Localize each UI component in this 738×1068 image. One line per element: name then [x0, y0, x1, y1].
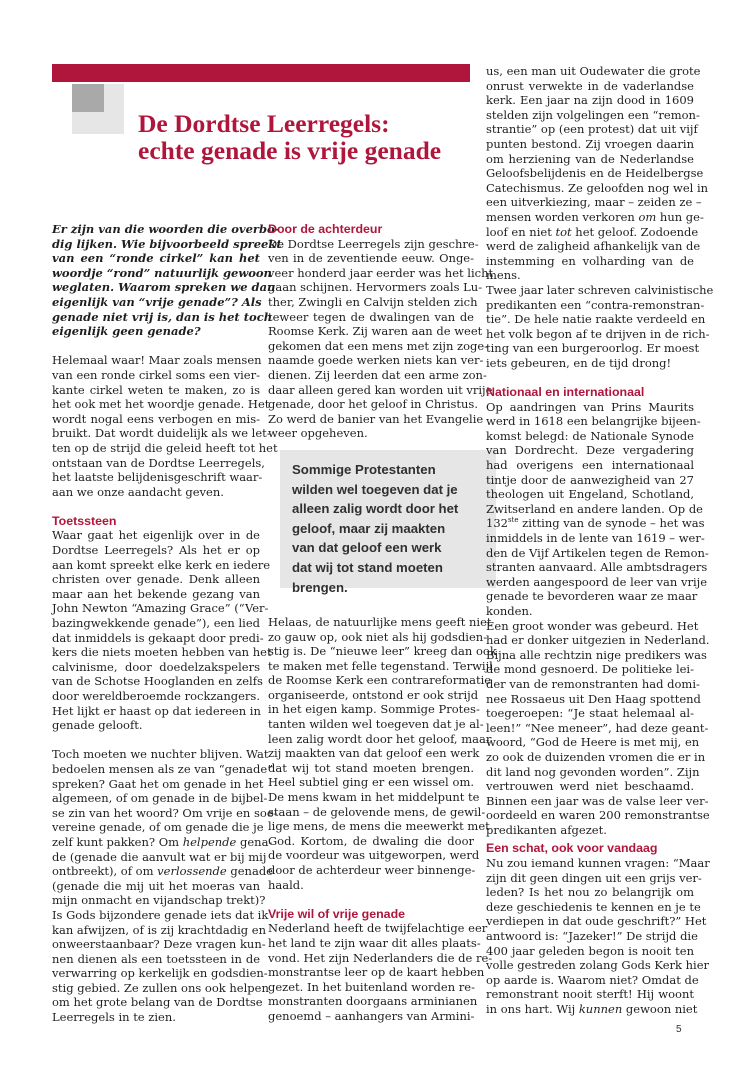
text-line: dat wij tot stand moeten brengen.: [268, 760, 474, 775]
text-line: de mond gesnoerd. De politieke lei-: [486, 662, 694, 677]
text-line: om herziening van de Nederlandse: [486, 151, 694, 166]
text-line: ther, Zwingli en Calvijn stelden zich: [268, 294, 478, 309]
text-line: kerk. Een jaar na zijn dood in 1609: [486, 93, 694, 108]
text-line: onrust verwekte in de vaderlandse: [486, 78, 694, 93]
text-line: Roomse Kerk. Zij waren aan de weet: [268, 324, 483, 339]
text-line: zo ook de duizenden vromen die er in: [486, 749, 706, 764]
text-line: bruikt. Dat wordt duidelijk als we let-: [52, 426, 271, 441]
text-line: Is Gods bijzondere genade iets dat ik: [52, 907, 269, 922]
paragraph: Op aandringen van Prins Maurits werd in 1618 een belangrijke bijeen- komst belegd: de Nationale Synode van Dordrecht. Deze vergadering had overigens een internationaal tintje door de aanwezigheid van 27 theologen uit Engeland, Schotland, Zwitserland en andere landen. Op de 132ste zitting van de synode – het was inmiddels in de lente van 1619 – wer- den de Vijf Artikelen tegen de Remon- stranten aanvaard. Alle ambtsdragers werden aangespoord de leer van vrije genade te bevorderen waar ze maar konden.: [486, 399, 709, 618]
text-line: theologen uit Engeland, Schotland,: [486, 487, 694, 502]
text-line: genade gelooft.: [52, 718, 143, 733]
text-line: teweer tegen de dwalingen van de: [268, 309, 474, 324]
text-line: leen!” “Nee meneer”, had deze geant-: [486, 720, 709, 735]
text-line: stig is. De “nieuwe leer” kreeg dan ook: [268, 644, 497, 659]
text-line: stig gebied. Ze zullen ons ook helpen: [52, 980, 269, 995]
text-line: bazingwekkende genade”), een lied: [52, 616, 260, 631]
text-line: lige mens, de mens die meewerkt met: [268, 819, 490, 834]
text-line: organiseerde, ontstond er ook strijd: [268, 687, 479, 702]
text-line: tanten wilden wel toegeven dat je al-: [268, 717, 484, 732]
text-line: Geloofsbelijdenis en de Heidelbergse: [486, 166, 704, 181]
text-line: tie”. De hele natie raakte verdeeld en: [486, 312, 706, 327]
text-line: onweerstaanbaar? Deze vragen kun-: [52, 937, 266, 952]
text-line: Een groot wonder was gebeurd. Het: [486, 618, 699, 633]
text-line: Het lijkt er haast op dat iedereen in: [52, 703, 261, 718]
text-line: deze geschiedenis te kennen en je te: [486, 899, 701, 914]
text-line: stranten aanvaard. Alle ambtsdragers: [486, 560, 708, 575]
text-line: vond. Het zijn Nederlanders die de re-: [268, 950, 493, 965]
text-line: Heel subtiel ging er een wissel om.: [268, 775, 474, 790]
text-line: dat inmiddels is gekaapt door predi-: [52, 630, 264, 645]
paragraph: us, een man uit Oudewater die grote onrust verwekte in de vaderlandse kerk. Een jaar na zijn dood in 1609 stelden zijn volgelingen een “remon- strantie” op (een protest) dat uit vijf punten bestond. Zij vroegen daarin om herziening van de Nederlandse Geloofsbelijdenis en de Heidelbergse Catechismus. Ze geloofden nog wel in een uitverkiezing, maar – zeiden ze – mensen worden verkoren om hun ge- loof en niet tot het geloof. Zodoende werd de zaligheid afhankelijk van de instemming en volharding van de mens.: [486, 64, 709, 283]
text-line: werd in 1618 een belangrijke bijeen-: [486, 414, 701, 429]
text-line: alleen zalig wordt door het: [292, 501, 459, 517]
text-line: verwarring op kerkelijk en godsdien-: [52, 966, 268, 981]
decorative-grey-square: [72, 84, 104, 112]
text-line: antwoord is: “Jazeker!” De strijd die: [486, 929, 698, 944]
text-line: woord, “God de Heere is met mij, en: [486, 735, 700, 750]
text-line: monstranten doorgaans arminianen: [268, 994, 478, 1009]
decorative-light-grey-bar: [104, 84, 124, 134]
text-line: God. Kortom, de dwaling die door: [268, 833, 474, 848]
text-line: se zin van het woord? Om vrije en soe-: [52, 805, 278, 820]
text-line: ontstaan van de Dordtse Leerregels,: [52, 455, 265, 470]
text-line: maar aan het bekende gezang van: [52, 586, 260, 601]
section-heading-toetssteen: Toetssteen: [52, 513, 117, 528]
text-line: veer honderd jaar eerder was het licht: [268, 265, 494, 280]
text-line: van een “ronde cirkel” kan het: [52, 251, 260, 266]
text-line: Helaas, de natuurlijke mens geeft niet: [268, 614, 492, 629]
decorative-light-grey-block: [72, 112, 104, 134]
text-line: van Dordrecht. Deze vergadering: [486, 443, 694, 458]
text-line: vereine genade, of om genade die je: [52, 820, 264, 835]
text-line: genade, door het geloof in Christus.: [268, 397, 478, 412]
text-line: zo gauw op, ook niet als hij godsdien-: [268, 629, 488, 644]
paragraph: [268, 236, 494, 441]
text-line: dienen. Zij leerden dat een arme zon-: [268, 367, 487, 382]
text-line: genoemd – aanhangers van Armini-: [268, 1008, 475, 1023]
paragraph: [52, 528, 272, 733]
text-line: Dordtse Leerregels? Als het er op: [52, 543, 260, 558]
text-line: kan afwijzen, of is zij krachtdadig en: [52, 922, 266, 937]
text-line: Nederland heeft de twijfelachtige eer: [268, 921, 488, 936]
text-line: van dat geloof een werk: [292, 540, 442, 556]
text-line: van de Schotse Hooglanden en zelfs: [52, 674, 263, 689]
text-line: De Dordtse Leerregels zijn geschre-: [268, 236, 479, 251]
text-line: leen zalig wordt door het geloof, maar: [268, 731, 492, 746]
text-line: der van de remonstranten had domi-: [486, 676, 700, 691]
text-line: komst belegd: de Nationale Synode: [486, 428, 694, 443]
section-heading-schat: Een schat, ook voor vandaag: [486, 841, 658, 856]
text-line: inmiddels in de lente van 1619 – wer-: [486, 531, 705, 545]
text-line: verdiepen in dat oude geschrift?” Het: [486, 914, 707, 929]
header-red-bar: [52, 64, 470, 82]
paragraph: [268, 921, 493, 1023]
text-line: om het grote belang van de Dordtse: [52, 995, 263, 1010]
text-line: genade niet vrij is, dan is het toch: [52, 309, 273, 324]
text-line: werd de zaligheid afhankelijk van de: [486, 239, 701, 254]
article-title: De Dordtse Leerregels: echte genade is vrije genade: [138, 109, 442, 165]
paragraph: Nu zou iemand kunnen vragen: “Maar zijn dit geen dingen uit een grijs ver- leden? Is het nou zo belangrijk om deze geschiedenis te kennen en je te verdiepen in dat oude geschrift?” Het antwoord is: “Jazeker!” De strijd die 400 jaar geleden begon is nooit ten volle gestreden zolang Gods Kerk hier op aarde is. Waarom niet? Omdat de remonstrant nooit sterft! Hij woont in ons hart. Wij kunnen gewoon niet: [486, 856, 710, 1016]
text-line: tintje door de aanwezigheid van 27: [486, 472, 694, 487]
text-line: aan komt spreekt elke kerk en iedere: [52, 557, 271, 572]
paragraph: Toch moeten we nuchter blijven. Wat bedoelen mensen als ze van “genade” spreken? Gaat het om genade in het algemeen, of om genade in de bijbel- se zin van het woord? Om vrije en soe- vereine genade, of om genade die je zelf kunt pakken? Om helpende gena- de (genade die aanvult wat er bij mij ontbreekt), of om verlossende genade (genade die mij uit het moeras van mijn onmacht en vijandschap trekt)? Is Gods bijzondere genade iets dat ik kan afwijzen, of is zij krachtdadig en onweerstaanbaar? Deze vragen kun- nen dienen als een toetssteen in de verwarring op kerkelijk en godsdien- stig gebied. Ze zullen ons ook helpen om het grote belang van de Dordtse Leerregels in te zien.: [52, 747, 278, 1025]
text-line: kante cirkel weten te maken, zo is: [52, 382, 260, 397]
text-line: gekomen dat een mens met zijn zoge-: [268, 338, 489, 353]
page-number: 5: [676, 1024, 682, 1035]
text-line: eigenlijk van “vrije genade”? Als: [52, 294, 262, 309]
text-line: Toch moeten we nuchter blijven. Wat: [52, 747, 269, 762]
text-line: oordeeld en waren 200 remonstrantse: [486, 808, 710, 823]
text-line: ting van een burgeroorlog. Er moest: [486, 341, 700, 356]
text-line: volle gestreden zolang Gods Kerk hier: [486, 958, 710, 973]
text-line: toegeroepen: “Je staat helemaal al-: [486, 706, 694, 721]
text-line: haald.: [268, 877, 304, 892]
text-line: Twee jaar later schreven calvinistische: [486, 282, 714, 297]
text-line: te maken met felle tegenstand. Terwijl: [268, 658, 493, 673]
column-3: [486, 64, 714, 1017]
text-line: dig lijken. Wie bijvoorbeeld spreekt: [52, 236, 282, 251]
text-line: nen dienen als een toetssteen in de: [52, 951, 260, 966]
text-line: een uitverkiezing, maar – zeiden ze –: [486, 195, 702, 210]
text-line: gezet. In het buitenland worden re-: [268, 979, 475, 994]
column-1: [52, 222, 282, 1025]
text-line: eigenlijk geen genade?: [52, 324, 201, 339]
text-line: Binnen een jaar was de valse leer ver-: [486, 793, 709, 808]
text-line: algemeen, of om genade in de bijbel-: [52, 791, 268, 806]
text-line: het ook met het woordje genade. Het: [52, 397, 270, 412]
pull-quote: [280, 450, 496, 595]
text-line: konden.: [486, 603, 533, 618]
text-line: woordje “rond” natuurlijk gewoon: [52, 265, 272, 280]
text-line: door de achterdeur weer binnenge-: [268, 863, 476, 877]
text-line: Er zijn van die woorden die overbo-: [52, 222, 280, 236]
text-line: nee Rossaeus uit Den Haag spottend: [486, 691, 701, 706]
section-heading-achterdeur: Door de achterdeur: [268, 222, 383, 236]
text-line: dat wij tot stand moeten: [292, 559, 443, 575]
paragraph: [486, 618, 710, 838]
text-line: 400 jaar geleden begon is nooit ten: [486, 943, 694, 958]
section-heading-nationaal: Nationaal en internationaal: [486, 385, 645, 400]
text-line: leden? Is het nou zo belangrijk om: [486, 885, 694, 900]
text-line: de (genade die aanvult wat er bij mij: [52, 849, 267, 864]
text-line: op aarde is. Waarom niet? Omdat de: [486, 972, 699, 987]
text-line: door wereldberoemde rockzangers.: [52, 689, 260, 703]
text-line: spreken? Gaat het om genade in het: [52, 776, 264, 791]
text-line: Op aandringen van Prins Maurits: [486, 399, 694, 414]
text-line: wilden wel toegeven dat je: [292, 481, 458, 497]
text-line: in het eigen kamp. Sommige Protes-: [268, 702, 480, 717]
text-line: Leerregels in te zien.: [52, 1010, 176, 1025]
text-line: wordt nogal eens verbogen en mis-: [52, 411, 260, 426]
text-line: Helemaal waar! Maar zoals mensen: [52, 353, 262, 368]
text-line: Catechismus. Ze geloofden nog wel in: [486, 180, 709, 195]
text-line: gaan schijnen. Hervormers zoals Lu-: [268, 280, 483, 295]
text-line: punten bestond. Zij vroegen daarin: [486, 136, 694, 151]
text-line: Waar gaat het eigenlijk over in de: [52, 528, 260, 543]
text-line: (genade die mij uit het moeras van: [52, 878, 260, 893]
text-line: iets gebeuren, en de tijd drong!: [486, 355, 672, 370]
intro-paragraph: [52, 222, 282, 339]
text-line: daar alleen gered kan worden uit vrije: [268, 382, 493, 397]
text-line: het land te zijn waar dit alles plaats-: [268, 935, 481, 950]
text-line: de Roomse Kerk een contrareformatie: [268, 673, 492, 688]
text-line: het laatste belijdenisgeschrift waar-: [52, 470, 263, 485]
text-line: Nu zou iemand kunnen vragen: “Maar: [486, 856, 710, 871]
text-line: van een ronde cirkel soms een vier-: [52, 367, 260, 382]
text-line: Sommige Protestanten: [292, 462, 436, 477]
text-line: het volk begon af te drijven in de rich-: [486, 326, 710, 341]
paragraph: [52, 353, 278, 499]
text-line: strantie” op (een protest) dat uit vijf: [486, 122, 698, 137]
text-line: stelden zijn volgelingen een “remon-: [486, 107, 700, 122]
text-line: mens.: [486, 268, 521, 283]
text-line: monstrantse leer op de kaart hebben: [268, 965, 485, 980]
text-line: aan we onze aandacht geven.: [52, 484, 224, 499]
text-line: De mens kwam in het middelpunt te: [268, 790, 480, 805]
text-line: Zo werd de banier van het Evangelie: [268, 411, 484, 426]
text-line: weglaten. Waarom spreken we dan: [52, 280, 276, 295]
column-2: [268, 222, 497, 1024]
text-line: brengen.: [292, 579, 348, 595]
text-line: staan – de gelovende mens, de gewil-: [268, 804, 486, 819]
text-line: had overigens een internationaal: [486, 458, 694, 473]
text-line: den de Vijf Artikelen tegen de Remon-: [486, 545, 709, 560]
text-line: predikanten afgezet.: [486, 822, 607, 837]
text-line: bedoelen mensen als ze van “genade”: [52, 761, 274, 776]
section-heading-vrije-wil: Vrije wil of vrije genade: [268, 906, 406, 921]
text-line: christen over genade. Denk alleen: [52, 572, 260, 587]
text-line: de voordeur was uitgeworpen, werd: [268, 848, 480, 863]
text-line: zij maakten van dat geloof een werk: [268, 746, 480, 761]
text-line: dit land nog gevonden worden”. Zijn: [486, 764, 700, 779]
paragraph: [486, 282, 714, 371]
text-line: geloof, maar zij maakten: [292, 520, 446, 536]
text-line: weer opgeheven.: [268, 426, 368, 441]
text-line: werden aangespoord de leer van vrije: [486, 574, 708, 589]
text-line: remonstrant nooit sterft! Hij woont: [486, 987, 694, 1002]
text-line: vertrouwen werd niet beschaamd.: [486, 779, 694, 794]
paragraph: [268, 614, 497, 892]
text-line: ten op de strijd die geleid heeft tot het: [52, 440, 278, 455]
text-line: had er donker uitgezien in Nederland.: [486, 633, 710, 648]
text-line: Zwitserland en andere landen. Op de: [486, 501, 703, 516]
text-line: ven in de zeventiende eeuw. Onge-: [268, 251, 474, 266]
text-line: instemming en volharding van de: [486, 253, 694, 268]
text-line: genade te bevorderen waar ze maar: [486, 589, 698, 604]
text-line: predikanten een “contra-remonstran-: [486, 297, 705, 312]
text-line: zijn dit geen dingen uit een grijs ver-: [486, 870, 702, 885]
text-line: us, een man uit Oudewater die grote: [486, 64, 701, 78]
text-line: calvinisme, door doedelzakspelers: [52, 659, 260, 674]
text-line: kers die niets moeten hebben van het: [52, 645, 272, 660]
text-line: mijn onmacht en vijandschap trekt)?: [52, 893, 266, 908]
text-line: naamde goede werken niets kan ver-: [268, 353, 484, 368]
text-line: Bijna alle rechtzin nige predikers was: [486, 647, 707, 662]
text-line: John Newton “Amazing Grace” (“Ver-: [52, 601, 269, 616]
